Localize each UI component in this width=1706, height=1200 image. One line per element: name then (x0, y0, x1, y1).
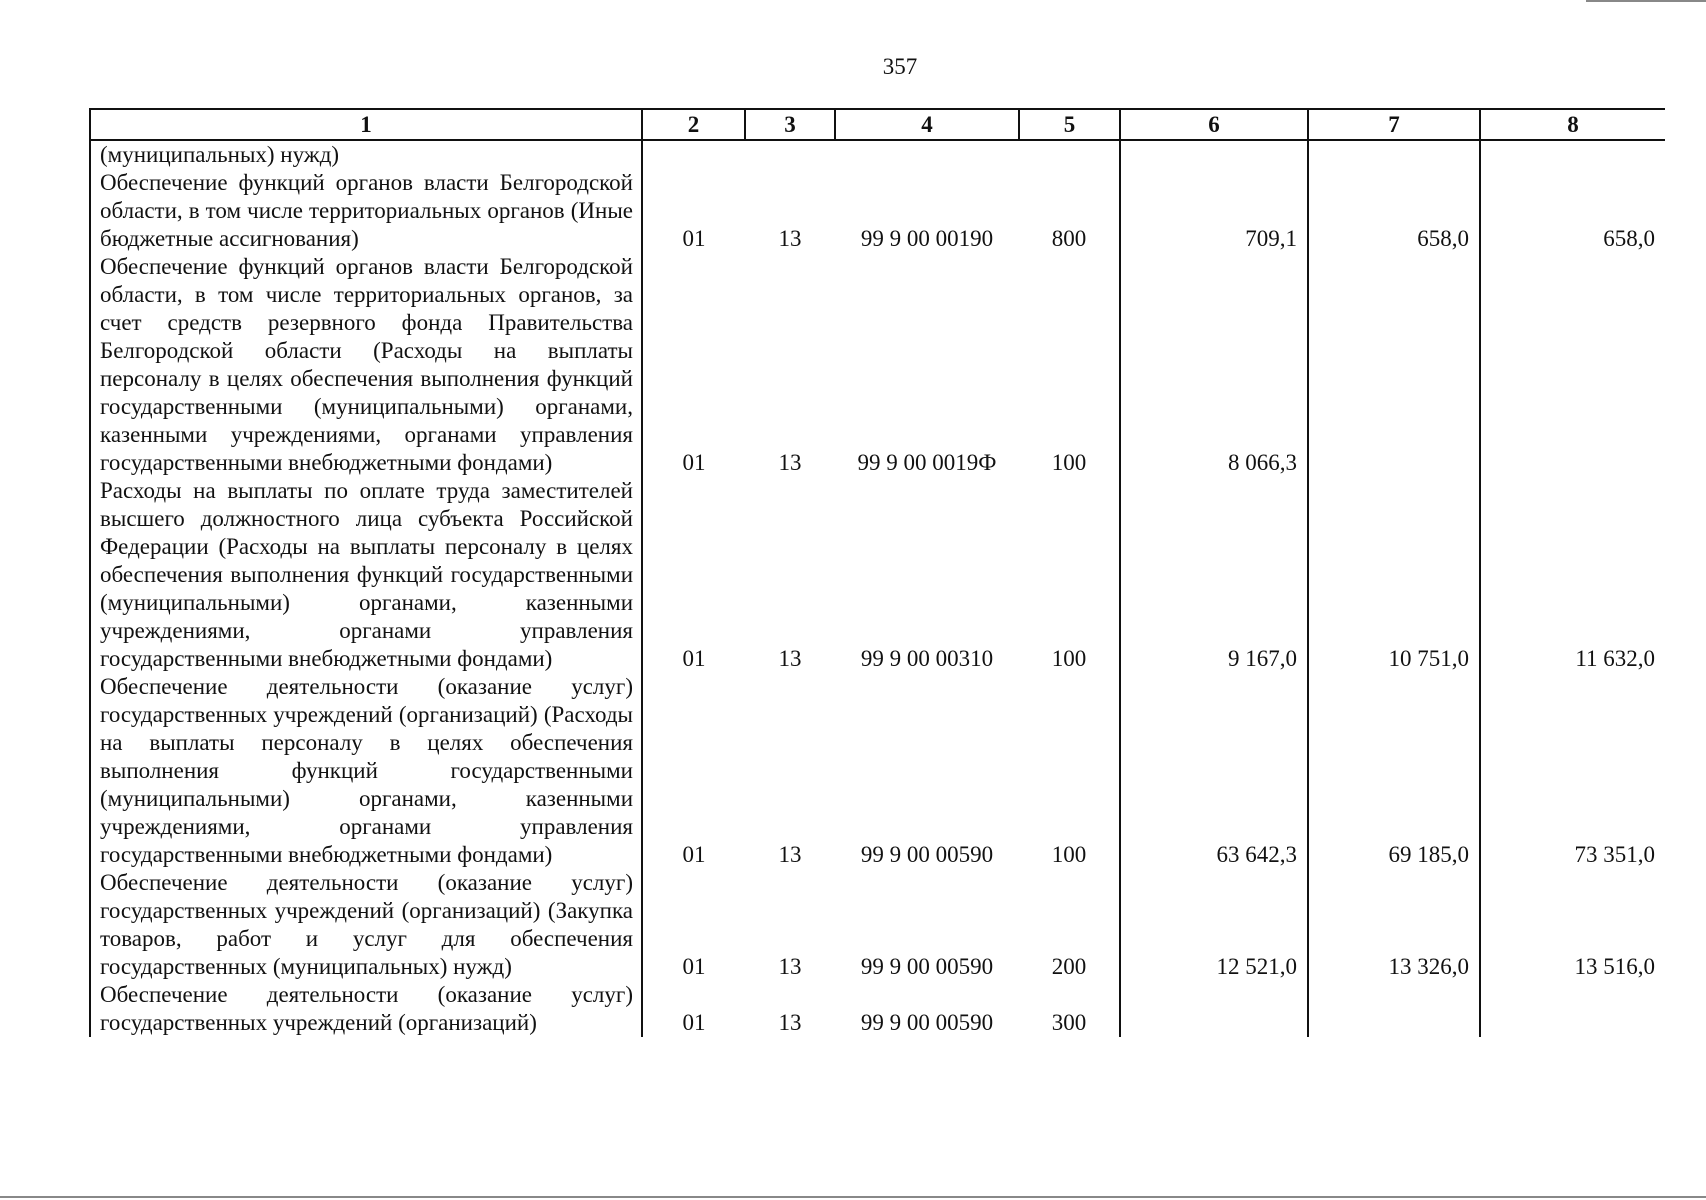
column-header: 3 (745, 109, 835, 140)
target-article-code: 99 9 00 0019Ф (857, 450, 997, 475)
row-description: (муниципальных) нужд) (90, 140, 642, 169)
table-body (90, 140, 1665, 1037)
section-code (642, 140, 745, 169)
amount-col-6: 63 642,3 (1120, 673, 1308, 869)
amount-col-8: 658,0 (1480, 169, 1665, 253)
page-number: 357 (882, 54, 918, 79)
target-article-code (835, 140, 1019, 169)
amount-col-6 (1120, 140, 1308, 169)
row-description: Расходы на выплаты по оплате труда заместителей высшего должностного лица субъекта Российской Федерации (Расходы на выплаты персоналу в целях обеспечения выполнения функций государственными (муниципальными) органами, казенными учреждениями, органами управления государственными внебюджетными фондами) (90, 477, 642, 673)
section-code: 01 (682, 954, 706, 979)
subsection-code: 13 (778, 842, 802, 867)
table-row (90, 169, 1665, 253)
expense-type-code: 100 (1051, 842, 1087, 867)
table-row (90, 869, 1665, 981)
table-row (90, 981, 1665, 1037)
scan-edge-line (1586, 0, 1706, 2)
budget-table-container (89, 108, 1665, 1101)
amount-col-7 (1308, 981, 1480, 1037)
amount-col-8: 13 516,0 (1480, 869, 1665, 981)
table-row (90, 253, 1665, 477)
column-header: 8 (1480, 109, 1665, 140)
section-code: 01 (682, 450, 706, 475)
section-code: 01 (682, 646, 706, 671)
target-article-code: 99 9 00 00590 (860, 842, 994, 867)
amount-col-8: 73 351,0 (1480, 673, 1665, 869)
column-header: 7 (1308, 109, 1480, 140)
amount-col-7: 658,0 (1308, 169, 1480, 253)
amount-col-7: 69 185,0 (1308, 673, 1480, 869)
row-description: Обеспечение деятельности (оказание услуг) государственных учреждений (организаций) (Расходы на выплаты персоналу в целях обеспечения выполнения функций государственными (муниципальными) органами, казенными учреждениями, органами управления государственными внебюджетными фондами) (90, 673, 642, 869)
amount-col-8 (1480, 253, 1665, 477)
amount-col-6: 8 066,3 (1120, 253, 1308, 477)
subsection-code: 13 (778, 646, 802, 671)
expense-type-code: 100 (1051, 450, 1087, 475)
scan-edge-line (0, 1196, 1706, 1198)
subsection-code: 13 (778, 1010, 802, 1035)
table-header-row (90, 109, 1665, 140)
amount-col-7 (1308, 253, 1480, 477)
column-header: 2 (642, 109, 745, 140)
row-description: Обеспечение функций органов власти Белгородской области, в том числе территориальных органов (Иные бюджетные ассигнования) (90, 169, 642, 253)
target-article-code: 99 9 00 00590 (860, 954, 994, 979)
row-description: Обеспечение деятельности (оказание услуг) государственных учреждений (организаций) (Закупка товаров, работ и услуг для обеспечения государственных (муниципальных) нужд) (90, 869, 642, 981)
amount-col-7: 13 326,0 (1308, 869, 1480, 981)
row-description: Обеспечение деятельности (оказание услуг) государственных учреждений (организаций) (90, 981, 642, 1037)
column-header: 6 (1120, 109, 1308, 140)
column-header: 1 (90, 109, 642, 140)
amount-col-8 (1480, 140, 1665, 169)
subsection-code (745, 140, 835, 169)
amount-col-6 (1120, 981, 1308, 1037)
amount-col-6: 709,1 (1120, 169, 1308, 253)
target-article-code: 99 9 00 00310 (860, 646, 994, 671)
expense-type-code: 300 (1051, 1010, 1087, 1035)
target-article-code: 99 9 00 00590 (860, 1010, 994, 1035)
subsection-code: 13 (778, 954, 802, 979)
table-row (90, 477, 1665, 673)
amount-col-8: 11 632,0 (1480, 477, 1665, 673)
section-code: 01 (682, 226, 706, 251)
column-header: 5 (1019, 109, 1120, 140)
expense-type-code: 800 (1051, 226, 1087, 251)
expense-type-code: 200 (1051, 954, 1087, 979)
amount-col-6: 12 521,0 (1120, 869, 1308, 981)
expense-type-code (1019, 140, 1120, 169)
row-description: Обеспечение функций органов власти Белгородской области, в том числе территориальных органов, за счет средств резервного фонда Правительства Белгородской области (Расходы на выплаты персоналу в целях обеспечения выполнения функций государственными (муниципальными) органами, казенными учреждениями, органами управления государственными внебюджетными фондами) (90, 253, 642, 477)
section-code: 01 (682, 1010, 706, 1035)
column-header: 4 (835, 109, 1019, 140)
amount-col-6: 9 167,0 (1120, 477, 1308, 673)
expense-type-code: 100 (1051, 646, 1087, 671)
target-article-code: 99 9 00 00190 (860, 226, 994, 251)
subsection-code: 13 (778, 226, 802, 251)
amount-col-8 (1480, 981, 1665, 1037)
table-row (90, 140, 1665, 169)
table-row (90, 673, 1665, 869)
section-code: 01 (682, 842, 706, 867)
amount-col-7: 10 751,0 (1308, 477, 1480, 673)
amount-col-7 (1308, 140, 1480, 169)
budget-table (89, 108, 1665, 1037)
subsection-code: 13 (778, 450, 802, 475)
